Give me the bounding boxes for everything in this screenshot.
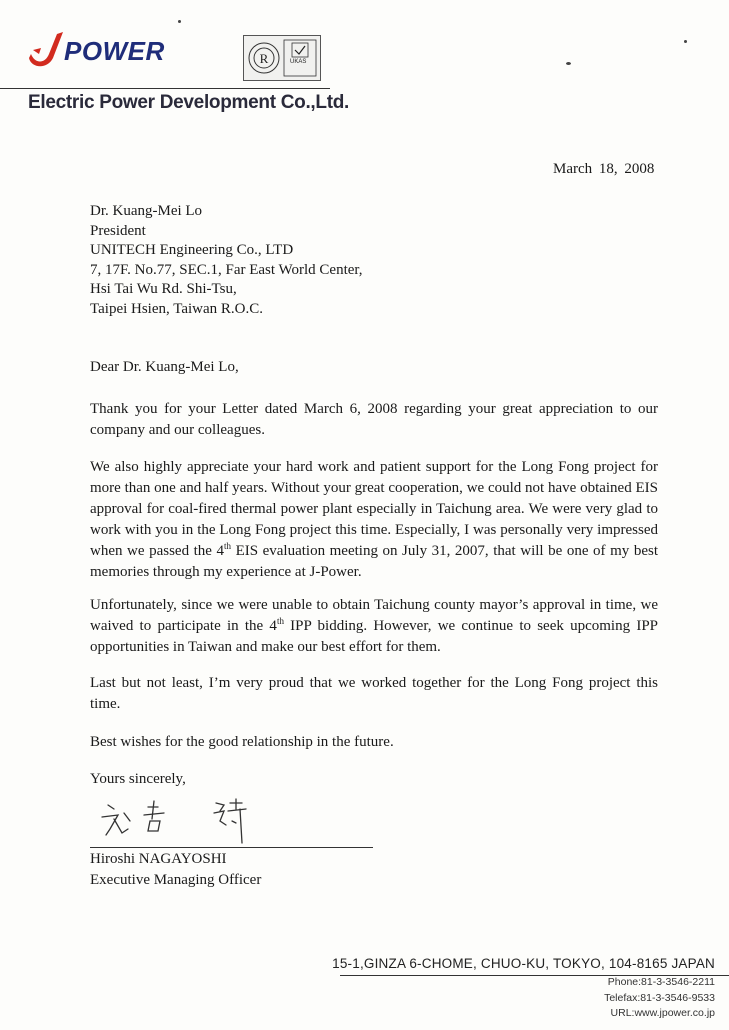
- salutation: Dear Dr. Kuang-Mei Lo,: [90, 359, 239, 375]
- certification-mark: [243, 35, 321, 81]
- letter-date: March 18, 2008: [553, 161, 655, 177]
- footer-contact: [604, 975, 715, 1022]
- company-name: Electric Power Development Co.,Ltd.: [28, 92, 350, 113]
- header-divider: [0, 88, 330, 89]
- signer-name: Hiroshi NAGAYOSHI: [90, 851, 227, 867]
- jpower-logo-icon: [27, 28, 67, 68]
- closing: Yours sincerely,: [90, 771, 186, 787]
- cert-label: UKAS: [290, 59, 307, 65]
- svg-text:R: R: [259, 51, 269, 66]
- body-paragraph-3: [90, 595, 658, 658]
- recipient-address: [90, 202, 490, 319]
- footer-address: 15-1,GINZA 6-CHOME, CHUO-KU, TOKYO, 104-8165 JAPAN: [332, 956, 715, 971]
- body-paragraph-1: Thank you for your Letter dated March 6, 2008 regarding your great appreciation to our company and our colleagues.: [90, 401, 658, 438]
- ordinal-suffix: th: [224, 541, 232, 551]
- body-paragraph-5: Best wishes for the good relationship in the future.: [90, 734, 394, 750]
- paragraph-text: EIS evaluation meeting on July 31, 2007, that will be one of my best memories through my experience at J-Power.: [90, 543, 658, 580]
- signature-line: [90, 847, 373, 848]
- ordinal-suffix: th: [276, 616, 284, 626]
- handwritten-signature: [96, 795, 266, 847]
- body-paragraph-4: Last but not least, I’m very proud that we worked together for the Long Fong project this time.: [90, 675, 658, 712]
- body-paragraph-2: [90, 457, 658, 583]
- signer-block: [90, 849, 261, 891]
- paper-speck: [178, 20, 181, 23]
- logo-wordmark: POWER: [64, 36, 165, 66]
- paragraph-text: Unfortunately, since we were unable to obtain Taichung county mayor’s approval in time, we waived to participate in the 4: [90, 597, 658, 634]
- address-line: Hsi Tai Wu Rd. Shi-Tsu,: [90, 281, 237, 297]
- paper-speck: [684, 40, 687, 43]
- address-line: UNITECH Engineering Co., LTD: [90, 242, 294, 258]
- footer-url: URL:www.jpower.co.jp: [610, 1007, 715, 1019]
- footer-phone: Phone:81-3-3546-2211: [607, 976, 715, 988]
- footer-telefax: Telefax:81-3-3546-9533: [604, 991, 715, 1004]
- address-line: Dr. Kuang-Mei Lo: [90, 203, 203, 219]
- paper-speck: [566, 62, 571, 65]
- paragraph-text: We also highly appreciate your hard work and patient support for the Long Fong project for more than one and half years. Without your great cooperation, we could not have obtained EIS approval for coal-fired thermal power plant especially in Taichung area. We were very glad to work with you in the Long Fong project this time. Especially, I was personally very impressed when we passed the 4: [90, 459, 658, 559]
- paragraph-text: IPP bidding. However, we continue to seek upcoming IPP opportunities in Taiwan and make our best effort for them.: [90, 618, 658, 655]
- address-line: President: [90, 222, 146, 239]
- address-line: Taipei Hsien, Taiwan R.O.C.: [90, 300, 264, 317]
- address-line: 7, 17F. No.77, SEC.1, Far East World Center,: [90, 261, 363, 278]
- signer-title: Executive Managing Officer: [90, 872, 262, 888]
